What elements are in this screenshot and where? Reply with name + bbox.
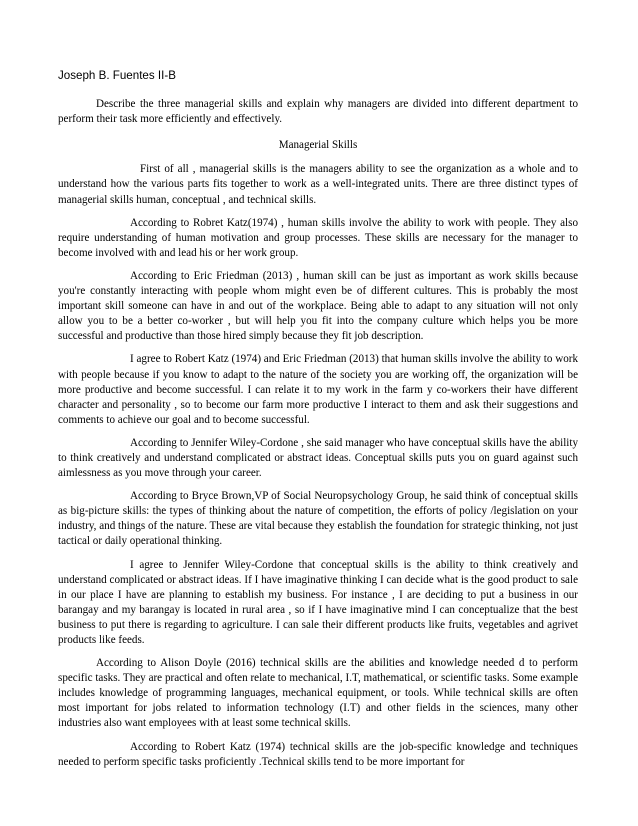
paragraph-overview: First of all , managerial skills is the managers ability to see the organization as a whole and to understand how the various parts fits together to work as a well-integrated units. There are three distinct types of managerial skills human, conceptual , and technical skills. xyxy=(58,163,578,206)
paragraph-katz-human: According to Robret Katz(1974) , human skills involve the ability to work with people. They also require understanding of human motivation and group processes. These skills are necessary for the manager to become involved with and lead his or her work group. xyxy=(58,216,578,259)
paragraph-brown-conceptual: According to Bryce Brown,VP of Social Neuropsychology Group, he said think of conceptual skills as big-picture skills: the types of thinking about the nature of competition, the efforts of policy /legislation on your industry, and things of the nature. These are vital because they establish the foundation for strategic thinking, not just tactical or daily operational thinking. xyxy=(58,490,578,548)
question-prompt: Describe the three managerial skills and explain why managers are divided into different department to perform their task more efficiently and effectively. xyxy=(58,98,578,126)
author-line: Joseph B. Fuentes II-B xyxy=(58,69,176,82)
document-page xyxy=(58,68,578,778)
paragraph-katz-technical: According to Robert Katz (1974) technical skills are the job-specific knowledge and techniques needed to perform specific tasks proficiently .Technical skills tend to be more important for xyxy=(58,740,578,768)
paragraph-wiley-conceptual: According to Jennifer Wiley-Cordone , she said manager who have conceptual skills have the ability to think creatively and understand complicated or abstract ideas. Conceptual skills puts you on guard against such aimlessness as you move through your career. xyxy=(58,436,578,480)
section-title: Managerial Skills xyxy=(278,139,358,152)
paragraph-agree-conceptual: I agree to Jennifer Wiley-Cordone that conceptual skills is the ability to think creatively and understand complicated or abstract ideas. If I have imaginative thinking I can decide what is the good product to sale in our place I have are planning to establish my business. For instance , I are deciding to put a business in our barangay and my barangay is located in rural area , so if I have imaginative mind I can conceptualize that the best business to put there is regarding to agriculture. I can sale their different products like fruits, vegetables and agrivet products like feeds. xyxy=(58,558,578,646)
paragraph-agree-human: I agree to Robert Katz (1974) and Eric Friedman (2013) that human skills involve the ability to work with people because if you know to adapt to the nature of the society you are working off, the organization will be more productive and become successful. I can relate it to my work in the farm y co-workers their have different character and personality , so to become our farm more productive I interact to them and ask their suggestions and comments to achieve our goal and to become successful. xyxy=(58,353,578,426)
paragraph-doyle-technical: According to Alison Doyle (2016) technical skills are the abilities and knowledge needed d to perform specific tasks. They are practical and often relate to mechanical, I.T, mathematical, or scientific tasks. Some example includes knowledge of programming languages, mechanical equipment, or tools. While technical skills are often most important for jobs related to information technology (I.T) and other fields in the sciences, many other industries also want employees with at least some technical skills. xyxy=(58,657,578,730)
paragraph-friedman-human: According to Eric Friedman (2013) , human skill can be just as important as work skills because you're constantly interacting with people whom might even be of different cultures. This is probably the most important skill someone can have in and out of the workplace. Being able to adapt to any situation will not only allow you to be a better co-worker , but will help you fit into the company culture which helps you be more successful and productive than those hired simply because they fit job description. xyxy=(58,269,578,343)
